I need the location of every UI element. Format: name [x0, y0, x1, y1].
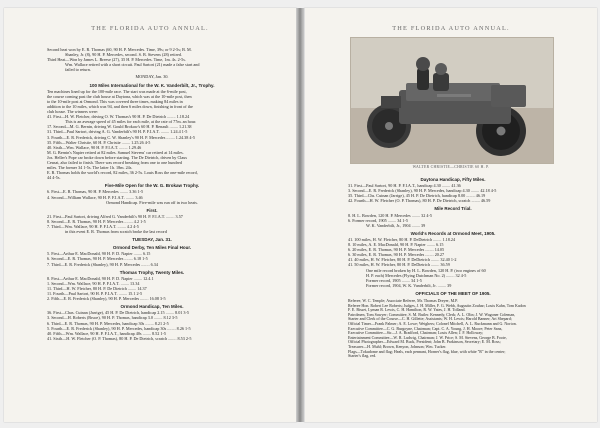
left-page-content	[47, 47, 257, 341]
officials-line: Referee Hon. Robert Lee Roberts; Judges, J. H. Miller, F. G. Webb, Augustin Zouhar; Louis Kahn, Tom Kadon	[348, 303, 526, 308]
left_page-line-30: 21. First—Paul Sartori, driving Alfred G. Vanderbilt's 90 H. P. F.I.A.T. ........ 3.57	[47, 213, 183, 219]
officials-line: Official Photographer—Edward M. Buck, President; John B. Parkinson, Secretary; E. M. Ross;	[348, 340, 501, 345]
officials-line: Starter's flag, red.	[348, 354, 377, 359]
right_page-line-9: World's Records at Ormond Meet, 1905.	[410, 230, 496, 236]
left_page-line-35: Ormond Derby, Ten Miles Final Hour.	[112, 245, 192, 251]
right_page-line-8: W. K. Vanderbilt, Jr., 1904 ........ 39	[366, 222, 426, 228]
right_page-line-6: 8. H. L. Bowden, 120 H. P. Mercedes ........ 32 4-5	[348, 212, 432, 218]
left_page-line-27: 4. Second—William Wallace, 90 H. P. F.I.A.T. ........ 3.46	[47, 194, 143, 200]
right-page-content	[348, 174, 558, 359]
left_page-line-16: 3. Fourth—E. R. Frederick, driving C. W. Shanley's 90 H. P. Mercedes ........ 1.24.38 4-5	[47, 134, 196, 140]
left_page-line-9: to the 10-mile post at Ormond. This was covered three times, making 84 miles in	[47, 98, 183, 104]
left_page-line-49: 5. Fourth—E. R. Frederick (Shanley), 90 H. P. Mercedes, handicap 30s ........ 8.26 1-5	[47, 325, 191, 331]
right-page	[304, 8, 597, 422]
left_page-line-36: 5. First—Arthur E. MacDonald, 90 H. P. D. Napier ........ 6.15	[47, 251, 151, 257]
officials-line: Official Timer—Frank Palmer; A. E. Lowe; Weighers; Colonel Mitchell, A. L. Ruckmann and G. Norton.	[348, 321, 517, 326]
left_page-line-51: 41. Sixth—H. W. Fletcher (O. P. Thomas), 80 H. P. De Dietrich, scratch ........ 8.53 2-5	[47, 335, 192, 341]
left_page-line-14: 17. Second—M. G. Bernin, driving W. Gould Brokaw's 60 H. P. Renault ........ 1.21.38	[47, 124, 192, 130]
left_page-line-29: First.	[146, 207, 158, 213]
left_page-line-37: 6. Second—E. R. Thomas, 90 H. P. Mercedes ........ 6.18 1-5	[47, 256, 148, 262]
officials-line: Starter and Clerk of the Course—C. H. Gillette; Assistants; W. H. Lewis; Harold Banner; Art Shepard;	[348, 317, 512, 322]
left_page-line-1: Shanley, Jr. (8), 90 H. P. Mercedes, second. S. B. Stevens (28) retired.	[65, 52, 182, 58]
right_page-line-7: 6. Former record, 1905 ........ 34 1-5	[348, 217, 409, 223]
left_page-line-25: Five-Mile Open for the W. G. Brokaw Trophy.	[104, 183, 200, 189]
left_page-line-11: club house. The winners were:	[47, 109, 99, 115]
right_page-line-19: Former record, 1904, W. K. Vanderbilt, Jr. ........ 39	[366, 282, 452, 288]
left_page-line-41: 1. Second—Wm. Wallace, 90 H. P. F.I.A.T. ........ 13.34	[47, 280, 140, 286]
left_page-line-28: Ormond Handicap. Five-mile was run off in two heats.	[106, 199, 198, 205]
officials-line: Treasurer—H. Muhl; Brown, Kenyon, Johnson; Wm. Tucker.	[348, 344, 447, 349]
left_page-line-8: the course coming past the club house at Daytona, which was at the 10-mile post, then	[47, 93, 192, 99]
left_page-line-42: 11. Third—H. W. Fletcher, 80 H. P. De Dietrich ........ 14.37	[47, 285, 147, 291]
left_page-line-7: Ten machines lined up for the 100-mile race. The start was made at the 6-mile post,	[47, 88, 187, 94]
left_page-line-44: 2. Fifth—E. R. Frederick (Shanley), 90 H. P. Mercedes ........ 16.08 3-5	[47, 296, 166, 302]
left_page-line-3: Wm. Wallace retired with a short circuit. Paul Sartori (21) made a false start and	[65, 62, 200, 68]
left_page-line-10: addition to the 10 miles, which was 94, and then 6 miles down, finishing in front of the	[47, 103, 193, 109]
officials-line: Flags—Tokudome and flag; Heals, each pennant, Horner's flag, blue, with white "R" in the center;	[348, 349, 506, 354]
right_page-line-4: 42. Fourth—H. W. Fletcher (O. P. Thomas), 80 H. P. De Dietrich, scratch ........ 46.59	[348, 198, 491, 204]
left_page-line-32: 7. Third—Wm. Wallace, 90 H. P. F.I.A.T. ........ 4.2 4-5	[47, 224, 139, 229]
right_page-line-12: 6. 20 miles, E. R. Thomas, 90 H. P. Mercedes ........ 14.05	[348, 247, 445, 253]
left_page-line-6: 100 Miles International for the W. K. Vanderbilt, Jr., Trophy.	[89, 82, 215, 88]
left_page-line-47: 3. Second—H. Roberts (Bruce), 90 H. P. Thomas, handicap 3.0 ........ 8.12 3-5	[47, 315, 178, 321]
officials-line: Patrolmen, Tom Sawyer; Committee, S. M. Butler. Kennedy, Clerk; A. L. Olin; J. W. Wagoner Coleman,	[348, 312, 516, 317]
left_page-line-12: 41. First—H. W. Fletcher, driving O. W. Thomas's 90 H. P. De Dietrich ........ 1.18.24	[47, 114, 190, 120]
left_page-line-26: 6. First—E. R. Thomas, 90 H. P. Mercedes ........ 3.36 1-5	[47, 189, 144, 195]
left_page-line-0: Second heat won by E. R. Thomas (60, 90 H. P. Mercedes. Time, 39s; or 9 2-5s; B. M.	[47, 47, 192, 52]
race-car-illustration	[351, 38, 553, 163]
right_page-line-3: 35. Third—Chs. Cuinan (Jarrige), 45 H. P. De Dietrich, handicap 8.00 ........ 46.19	[348, 193, 486, 199]
left_page-line-34: TUESDAY, Jan. 31.	[132, 237, 172, 243]
left_page-line-33: in this event E. R. Thomas from scratch broke the last record	[65, 229, 167, 235]
officials-line: F. E. Bisset, Lyman R. Lewis, C. H. Hamilton, R. W. Yates, J. H. Tolland.	[348, 308, 466, 313]
left_page-line-45: Ormond Handicap, Ten Miles.	[120, 304, 184, 310]
running-head-right: THE FLORIDA AUTO ANNUAL.	[392, 25, 510, 32]
left_page-line-4: failed to return.	[65, 67, 91, 73]
left_page-line-22: miles. The former 34 1-5s. The latter 1h. 18m. 24s.	[47, 165, 133, 171]
officials-line: Entertainment Committee—W. R. Ludwig, Chairman; J. W. Price; S. M. Stevens, George B. Foote,	[348, 335, 507, 340]
left_page-line-39: Thomas Trophy, Twenty Miles.	[119, 269, 185, 275]
left_page-line-31: 8. Second—E. R. Thomas, 90 H. P. Mercedes ........ 4.2 1-5	[47, 218, 146, 224]
right_page-line-16: One mile record broken by H. L. Bowden, 120 H. P. (two engines of 60	[366, 267, 486, 273]
left_page-line-20: Jos. Heller's Pope car broke down before starting. The De Dietrich, driven by Claus	[47, 154, 187, 160]
right_page-line-10: 41. 100 miles, H. W. Fletcher, 80 H. P. DeDietrich ........ 1.18.24	[348, 236, 456, 242]
right_page-line-13: 6. 30 miles, E. R. Thomas, 90 H. P. Mercedes ........ 20.27	[348, 252, 445, 258]
right_page-line-18: Former record, 1905 ........ 34 1-5	[366, 277, 422, 283]
left_page-line-17: 35. Fifth—Walter Christie, 60 H. P. Christie ........ 1.25.26 4-5	[47, 139, 151, 145]
officials-list	[348, 299, 558, 359]
left_page-line-38: 7. Third—E. R. Frederick (Shanley), 90 H. P. Mercedes ........ 6.34	[47, 261, 158, 267]
left_page-line-48: 6. Third—E. R. Thomas, 90 H. P. Mercedes, handicap 30s ........ 8.21 2-5	[47, 320, 169, 326]
officials-line: Executive Committee—Sir—J. A. Bradford, Chairman; Louis Allen; J. F. Holloway;	[348, 331, 484, 336]
left_page-line-50: 40. Fifth—Wm. Wallace, 90 H. P. F.I.A.T., handicap 40s ........ 8.52 1-5	[47, 330, 166, 336]
right_page-line-2: 3. Second—E. R. Frederick (Shanley), 90 H. P. Mercedes, handicap 4.30 ........ 42.18 4-5	[348, 188, 497, 194]
right_page-line-20: OFFICIALS OF THE MEET OF 1905.	[415, 290, 491, 296]
left_page-line-18: 40. Sixth—Wm. Wallace, 90 H. P. F.I.A.T. ........ 1.29.46	[47, 144, 142, 150]
right_page-line-15: 41. 50 miles, H. W. Fletcher, 80 H. P. DeDietrich ........ 36.59	[348, 262, 450, 268]
left_page-line-13: This is an average speed of 45 miles for each mile, at the rate of 77m. an hour.	[65, 119, 197, 125]
left_page-line-21: Cesnat, also failed to finish. There was record breaking from one to one hundred	[47, 159, 182, 165]
right_page-line-1: 31. First—Paul Sartori, 90 H. P. F.I.A.T., handicap 4.30 ........ 41.36	[348, 183, 461, 189]
left_page-line-5: MONDAY, Jan. 30.	[135, 74, 169, 80]
left-page	[4, 8, 297, 422]
left_page-line-23: E. R. Thomas holds the world's record, 82 miles, 36 2-5s. Louis Ross the one-mile record,	[47, 170, 198, 176]
right_page-line-5: Mile Record Trial.	[434, 206, 472, 212]
book-gutter	[296, 8, 304, 422]
left_page-line-19: M. G. Bernin's Napier retired at 82 miles. Samuel Stevens' car retired at 14 miles.	[47, 149, 184, 155]
officials-line: Executive Committee—C. G. Burgoyne, Chairman; Capt. C. A. Young, J. H. Moore; Peter Sanz,	[348, 326, 503, 331]
left_page-line-15: 31. Third—Paul Sartori, driving A. G. Vanderbilt's 90 H. P. F.I.A.T. ........ 1.24.4 1-5	[47, 129, 188, 135]
photo-caption: WALTER CHRISTIE—CHRISTIE 60 H. P.	[412, 165, 490, 169]
left_page-line-40: 8. First—Arthur E. MacDonald, 90 H. P. D. Napier ........ 12.4.1	[47, 275, 154, 281]
right_page-line-0: Daytona Handicap, Fifty Miles.	[420, 177, 486, 182]
left_page-line-43: 11. Fourth—Paul Sartori, 90 H. P. F.I.A.T. ........ 15.1 2-5	[47, 291, 143, 297]
race-car-photo	[350, 37, 554, 164]
right_page-line-11: 8. 10 miles, A. E. MacDonald, 90 H. P. Napier ........ 6.15	[348, 242, 444, 248]
officials-line: Referee, W. C. Temple; Associate Referee, Mr. Thomas Dreyer, M.P.	[348, 298, 458, 303]
left_page-line-46: 36. First—Chas. Cuinan (Jarrige), 45 H. P. De Dietrich, handicap 2.15 ........ 8.01 3-5	[47, 310, 190, 316]
right_page-line-14: 41. 40 miles, H. W. Fletcher, 80 H. P. DeDietrich ........ 32.40 1-2	[348, 257, 457, 263]
left_page-line-2: Third Heat—Won by James L. Breese (27), 35 H. P. Mercedes. Time, 1m. 4s. 2-5s.	[47, 57, 186, 63]
running-head-left: THE FLORIDA AUTO ANNUAL.	[91, 25, 209, 32]
left_page-line-24: 44 4-5s.	[47, 175, 61, 181]
right_page-line-17: H. P. each) Mercedes (Flying Dutchman No. 2) ........ 32 4-5	[366, 272, 467, 278]
